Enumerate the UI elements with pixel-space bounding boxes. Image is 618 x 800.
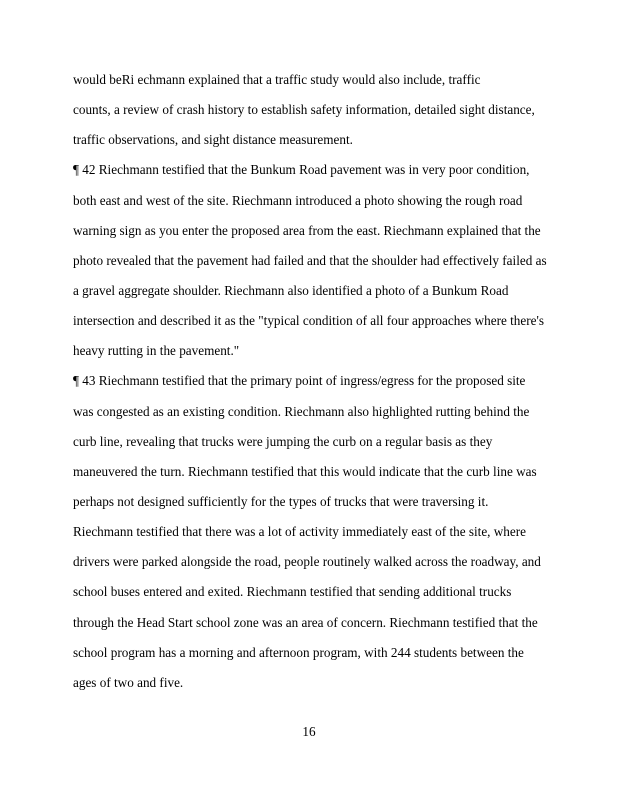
text-line: heavy rutting in the pavement." <box>73 343 240 358</box>
text-line: would beRi echmann explained that a traffic study would also include, traffic <box>73 72 481 87</box>
text-line: maneuvered the turn. Riechmann testified that this would indicate that the curb line was <box>73 464 537 479</box>
text-line: school program has a morning and afternoon program, with 244 students between the <box>73 645 524 660</box>
text-line: ages of two and five. <box>73 675 184 690</box>
text-line: both east and west of the site. Riechmann introduced a photo showing the rough road <box>73 193 523 208</box>
text-line: Riechmann testified that there was a lot of activity immediately east of the site, where <box>73 524 526 539</box>
text-line: counts, a review of crash history to establish safety information, detailed sight distance, <box>73 102 535 117</box>
text-line: photo revealed that the pavement had failed and that the shoulder had effectively failed as <box>73 253 547 268</box>
text-line: was congested as an existing condition. Riechmann also highlighted rutting behind the <box>73 404 530 419</box>
text-line: intersection and described it as the "typical condition of all four approaches where there's <box>73 313 544 328</box>
text-line: ¶ 43 Riechmann testified that the primary point of ingress/egress for the proposed site <box>73 373 526 388</box>
text-line: a gravel aggregate shoulder. Riechmann also identified a photo of a Bunkum Road <box>73 283 509 298</box>
text-line: perhaps not designed sufficiently for the types of trucks that were traversing it. <box>73 494 489 509</box>
text-line: drivers were parked alongside the road, people routinely walked across the roadway, and <box>73 554 541 569</box>
text-line: school buses entered and exited. Riechmann testified that sending additional trucks <box>73 584 512 599</box>
page-number: 16 <box>302 724 316 739</box>
text-line: curb line, revealing that trucks were jumping the curb on a regular basis as they <box>73 434 493 449</box>
text-line: traffic observations, and sight distance measurement. <box>73 132 353 147</box>
text-line: ¶ 42 Riechmann testified that the Bunkum Road pavement was in very poor condition, <box>73 162 530 177</box>
text-line: through the Head Start school zone was an area of concern. Riechmann testified that the <box>73 615 538 630</box>
text-line: warning sign as you enter the proposed area from the east. Riechmann explained that the <box>73 223 541 238</box>
